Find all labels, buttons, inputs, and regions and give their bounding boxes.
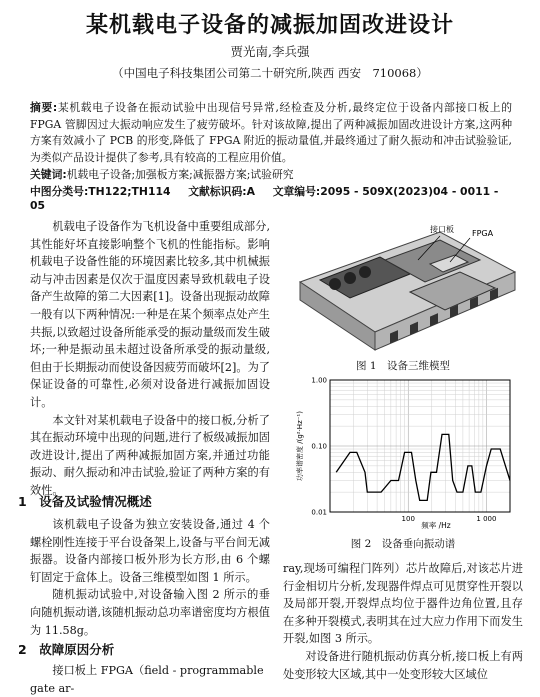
x-tick-label: 100	[401, 515, 415, 523]
abstract	[30, 100, 512, 166]
chart-ticks	[311, 377, 496, 524]
y-tick-label: 0.01	[311, 508, 327, 517]
article-number: 文章编号:2095 - 509X(2023)04 - 0011 - 05	[30, 185, 499, 212]
label-fpga: FPGA	[472, 229, 494, 238]
intro-section	[30, 218, 270, 500]
psd-chart	[290, 372, 520, 532]
keywords-text: 机载电子设备;加强板方案;减振器方案;试验研究	[66, 168, 294, 181]
chart-grid	[330, 380, 510, 512]
clc-number: 中图分类号:TH122;TH114	[30, 185, 171, 198]
x-tick-label: 1 000	[476, 515, 497, 523]
col2-paragraph: ray,现场可编程门阵列）芯片故障后,对该芯片进行金相切片分析,发现器件焊点可见贯穿性开裂以及局部开裂,开裂焊点均位于器件边角位置,且存在多种开裂模式,表明其在过大应力作用下而发生开裂,如图 3 所示。	[283, 562, 523, 646]
classification-line	[30, 184, 530, 212]
y-tick-label: 0.10	[311, 442, 327, 451]
y-axis-label: 功率谱密度 /(g²·Hz⁻¹)	[296, 411, 304, 481]
label-interface-board: 接口板	[430, 225, 454, 234]
affiliation: （中国电子科技集团公司第二十研究所,陕西 西安 710068）	[112, 66, 428, 80]
figure2-caption: 图 2 设备垂向振动谱	[350, 538, 456, 550]
paper-title: 某机载电子设备的减振加固改进设计	[85, 13, 454, 38]
doc-code: 文献标识码:A	[188, 185, 255, 198]
section2-body	[30, 662, 270, 697]
device-3d-model	[290, 212, 520, 354]
x-axis-label: 频率 /Hz	[421, 521, 451, 530]
section2-paragraph: 接口板上 FPGA（field - programmable gate ar-	[30, 664, 264, 695]
abstract-text: 某机载电子设备在振动试验中出现信号异常,经检查及分析,最终定位于设备内部接口板上的 FPGA 管脚因过大振动响应发生了疲劳破坏。针对该故障,提出了两种减振加固改进设计方案,这两种方案有效减小了 PCB 的形变,降低了 FPGA 附近的振动量值,并最终通过了耐久振动和冲击试验验证,为类似产品设计提供了参考,具有较高的工程应用价值。	[30, 101, 512, 164]
figure1-caption: 图 1 设备三维模型	[355, 360, 451, 372]
y-tick-label: 1.00	[311, 376, 327, 385]
section-heading: 2 故障原因分析	[18, 642, 115, 657]
capacitor	[344, 272, 356, 284]
intro-paragraph: 本文针对某机载电子设备中的接口板,分析了其在振动环境中出现的问题,进行了板级减振加固改进设计,提出了两种减振加固方案,并通过功能振动、耐久振动和冲击试验,验证了两种方案的有效性。	[30, 413, 270, 497]
intro-paragraph: 机载电子设备作为飞机设备中重要组成部分,其性能好坏直接影响整个飞机的性能指标。影响机载电子设备性能的环境因素比较多,其中机械振动与冲击因素是仅次于温度因素导致机载电子设备产生故障的第二大因素[1]。设备出现振动故障一般有以下两种情况:一种是在某个频率点处产生共振,以致超过设备所能承受的振动量级而发生破坏;一种是振动虽未超过设备所承受的振动量级,但由于长期振动而使设备因疲劳而破坏[2]。为了保证设备的可靠性,必须对设备进行减振加固设计。	[30, 220, 270, 409]
right-column-text	[283, 560, 523, 683]
section-heading: 1 设备及试验情况概述	[18, 494, 152, 509]
capacitor	[359, 266, 371, 278]
section1-body	[30, 516, 270, 639]
section1-paragraph: 该机载电子设备为独立安装设备,通过 4 个螺栓刚性连接于平台设备架上,设备与平台间无减振器。设备内部接口板外形为长方形,由 6 个螺钉固定于盒体上。设备三维模型如图 1 所示。	[30, 518, 270, 584]
col2-paragraph: 对设备进行随机振动仿真分析,接口板上有两处变形较大区域,其中一处变形较大区域位	[283, 649, 523, 681]
abstract-label: 摘要:	[30, 101, 58, 114]
psd-series-line	[336, 434, 510, 500]
capacitor	[329, 278, 341, 290]
section1-paragraph: 随机振动试验中,对设备输入图 2 所示的垂向随机振动谱,该随机振动总功率谱密度均方根值为 11.58g。	[30, 588, 270, 637]
keywords	[30, 167, 512, 182]
keywords-label: 关键词:	[30, 168, 67, 181]
authors: 贾光南,李兵强	[230, 44, 310, 59]
